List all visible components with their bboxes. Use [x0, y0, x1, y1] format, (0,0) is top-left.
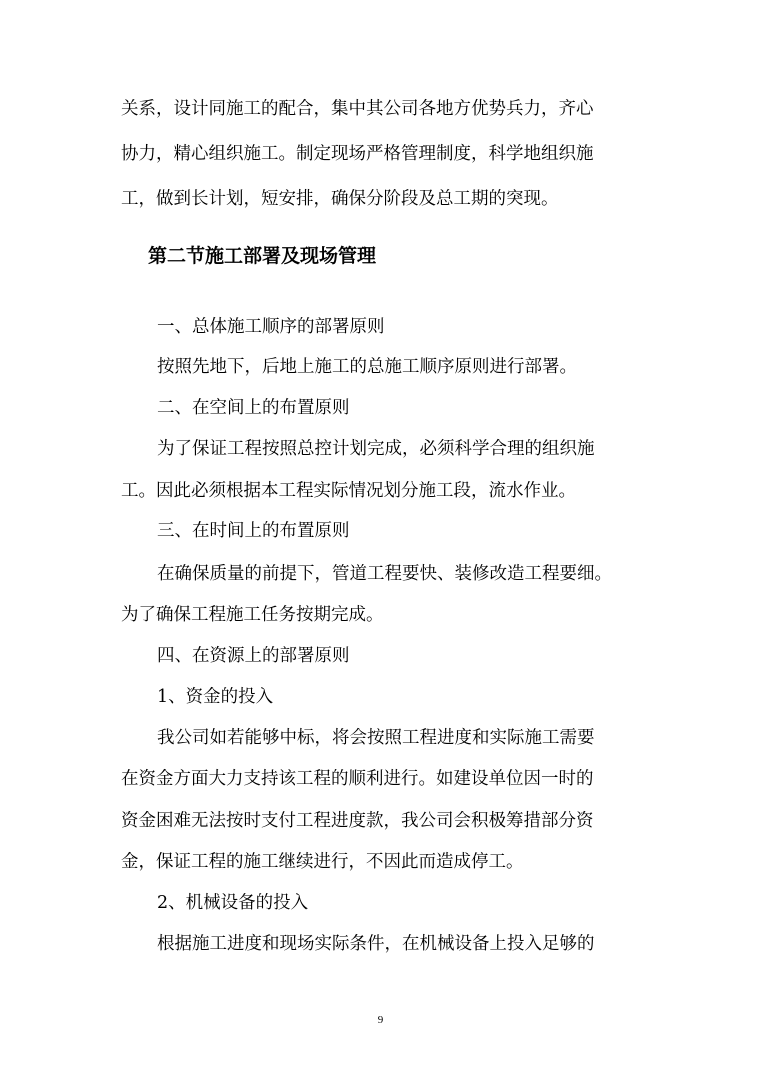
paragraph-line: 协力，精心组织施工。制定现场严格管理制度，科学地组织施	[121, 144, 594, 164]
subheading-line: 三、在时间上的布置原则	[157, 521, 350, 541]
paragraph-line: 资金困难无法按时支付工程进度款，我公司会积极筹措部分资	[121, 811, 594, 831]
section-title: 第二节施工部署及现场管理	[148, 245, 377, 267]
paragraph-line: 关系，设计同施工的配合，集中其公司各地方优势兵力，齐心	[121, 99, 594, 119]
paragraph-line: 按照先地下，后地上施工的总施工顺序原则进行部署。	[157, 357, 577, 377]
page-number: 9	[377, 1014, 384, 1026]
paragraph-line: 工，做到长计划，短安排，确保分阶段及总工期的突现。	[121, 189, 559, 209]
paragraph-line: 为了确保工程施工任务按期完成。	[121, 605, 384, 625]
subheading-line: 四、在资源上的部署原则	[157, 646, 350, 666]
paragraph-line: 为了保证工程按照总控计划完成，必须科学合理的组织施	[157, 439, 595, 459]
paragraph-line: 金，保证工程的施工继续进行，不因此而造成停工。	[121, 852, 524, 872]
paragraph-line: 工。因此必须根据本工程实际情况划分施工段，流水作业。	[121, 481, 576, 501]
paragraph-line: 我公司如若能够中标，将会按照工程进度和实际施工需要	[157, 728, 595, 748]
subheading-line: 2、机械设备的投入	[157, 893, 309, 913]
subheading-line: 1、资金的投入	[157, 687, 274, 707]
subheading-line: 二、在空间上的布置原则	[157, 398, 350, 418]
paragraph-line: 根据施工进度和现场实际条件，在机械设备上投入足够的	[157, 934, 595, 954]
paragraph-line: 在资金方面大力支持该工程的顺利进行。如建设单位因一时的	[121, 769, 594, 789]
subheading-line: 一、总体施工顺序的部署原则	[157, 317, 385, 337]
paragraph-line: 在确保质量的前提下，管道工程要快、装修改造工程要细。	[157, 564, 612, 584]
